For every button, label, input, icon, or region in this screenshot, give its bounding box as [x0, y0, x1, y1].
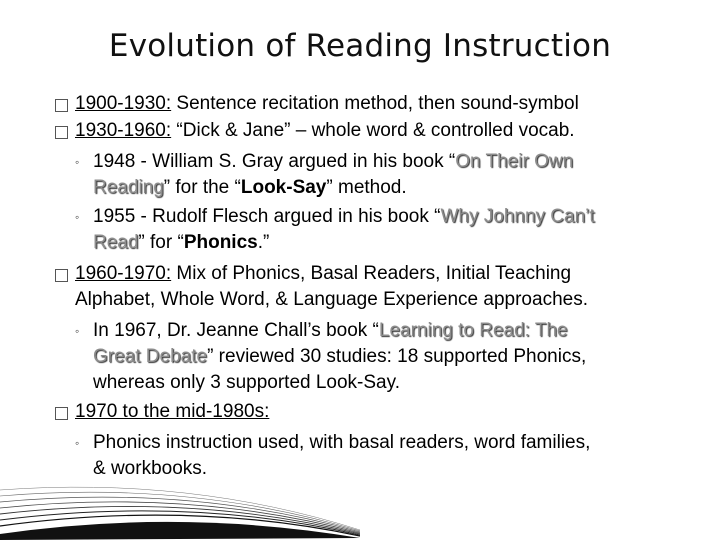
- period-label: 1970 to the mid-1980s:: [75, 401, 270, 422]
- sub-item-gray: [93, 149, 573, 175]
- checkbox-bullet-icon: [55, 407, 68, 420]
- sub-text: ” for “: [138, 232, 184, 253]
- circle-bullet-icon: ◦: [75, 436, 80, 450]
- book-title: Read: [93, 232, 139, 253]
- sub-item-chall-cont: [93, 344, 586, 370]
- sub-text: & workbooks.: [93, 458, 208, 479]
- sub-text: 1948 - William S. Gray argued in his book “: [93, 151, 456, 172]
- period-label: 1930-1960:: [75, 120, 172, 141]
- sub-text: ” reviewed 30 studies: 18 supported Phonics,: [207, 346, 587, 367]
- checkbox-bullet-icon: [55, 99, 68, 112]
- period-label: 1900-1930:: [75, 93, 172, 114]
- sub-item-flesch-cont: [93, 230, 269, 256]
- bullet-item-3: [75, 261, 571, 287]
- book-title: Why Johnny Can’t: [440, 206, 595, 227]
- method-name: Phonics: [183, 232, 258, 253]
- book-title: Great Debate: [93, 346, 208, 367]
- sub-text: Phonics instruction used, with basal readers, word families,: [93, 432, 591, 453]
- sub-text: .”: [257, 232, 270, 253]
- item-text: Mix of Phonics, Basal Readers, Initial Teaching: [171, 263, 572, 284]
- item-text: Alphabet, Whole Word, & Language Experience approaches.: [75, 289, 588, 310]
- sub-text: 1955 - Rudolf Flesch argued in his book “: [93, 206, 441, 227]
- sub-text: ” method.: [326, 177, 407, 198]
- item-text: Sentence recitation method, then sound-symbol: [171, 93, 579, 114]
- circle-bullet-icon: ◦: [75, 155, 80, 169]
- sub-item-gray-cont: [93, 175, 407, 201]
- sub-text: whereas only 3 supported Look-Say.: [93, 372, 400, 393]
- sub-text: In 1967, Dr. Jeanne Chall’s book “: [93, 320, 379, 341]
- sub-item-flesch: [93, 204, 595, 230]
- bullet-item-4: [75, 399, 269, 425]
- slide-title: Evolution of Reading Instruction: [108, 28, 612, 64]
- sub-item-chall: [93, 318, 568, 344]
- book-title: Learning to Read: The: [378, 320, 568, 341]
- period-label: 1960-1970:: [75, 263, 172, 284]
- checkbox-bullet-icon: [55, 126, 68, 139]
- checkbox-bullet-icon: [55, 269, 68, 282]
- bullet-item-2: [75, 118, 575, 144]
- circle-bullet-icon: ◦: [75, 210, 80, 224]
- book-title: On Their Own: [455, 151, 574, 172]
- method-name: Look-Say: [240, 177, 327, 198]
- bullet-item-3-cont: [75, 287, 588, 313]
- item-text: “Dick & Jane” – whole word & controlled vocab.: [171, 120, 575, 141]
- bullet-item-1: [75, 91, 579, 117]
- book-title: Reading: [93, 177, 164, 198]
- sub-text: ” for the “: [163, 177, 241, 198]
- circle-bullet-icon: ◦: [75, 324, 80, 338]
- decorative-swoosh: [0, 450, 360, 540]
- sub-item-chall-cont2: [93, 370, 400, 396]
